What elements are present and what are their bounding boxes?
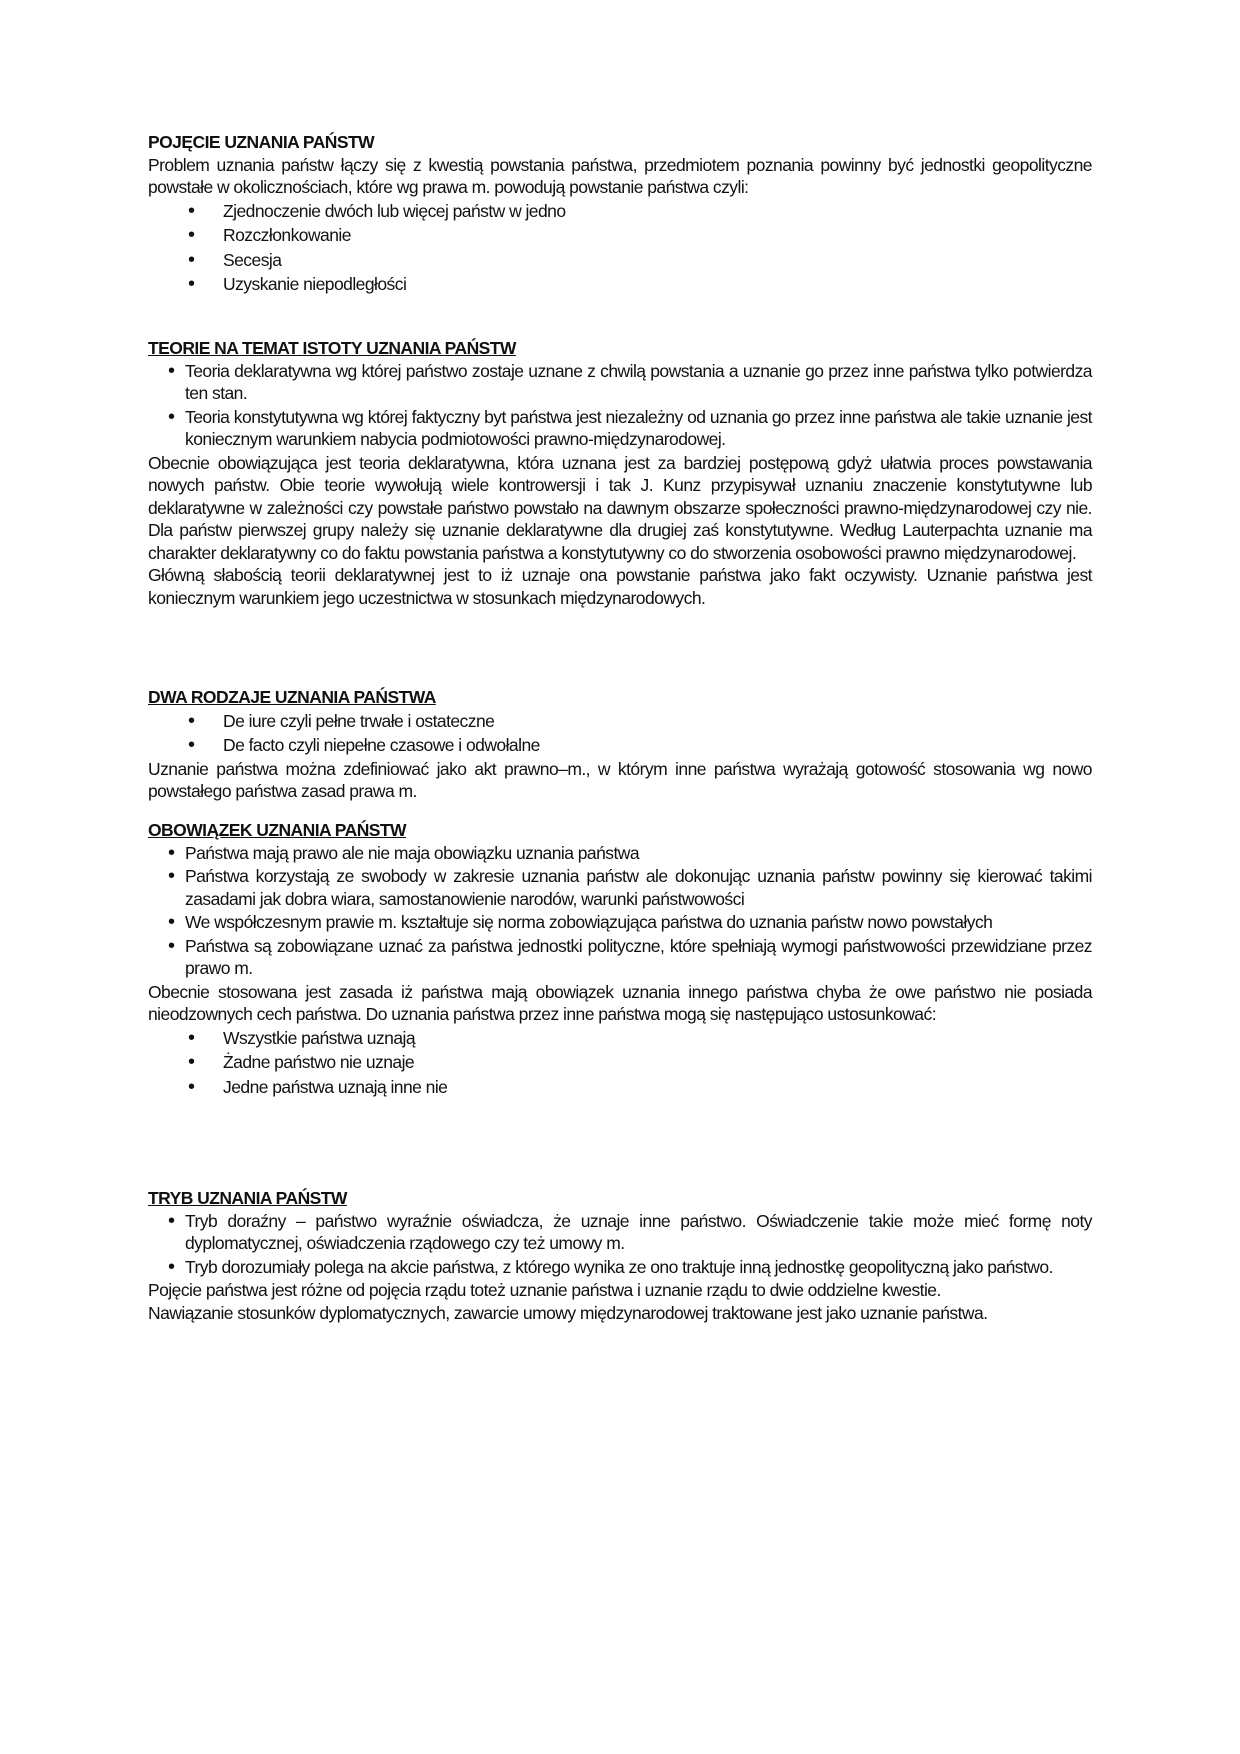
list-item: • We współczesnym prawie m. kształtuje się norma zobowiązująca państwa do uznania państw nowo powstałych: [148, 911, 1092, 934]
section-heading: TEORIE NA TEMAT ISTOTY UZNANIA PAŃSTW: [148, 338, 516, 358]
list-item: • Żadne państwo nie uznaje: [148, 1050, 1092, 1075]
bullet-list: [148, 199, 1092, 297]
section-pojecie: [148, 131, 1092, 297]
paragraph: Obecnie stosowana jest zasada iż państwa mają obowiązek uznania innego państwa chyba że owe państwo nie posiada nieodzownych cech państwa. Do uznania państwa przez inne państwa mogą się następująco ustosunkować:: [148, 981, 1092, 1024]
list-item: • Państwa są zobowiązane uznać za państwa jednostki polityczne, które spełniają wymogi państwowości przewidziane przez prawo m.: [148, 935, 1092, 980]
section-tryb: [148, 1187, 1092, 1324]
bullet-list: [148, 1210, 1092, 1279]
paragraph: Obecnie obowiązująca jest teoria deklaratywna, która uznana jest za bardziej postępową gdyż ułatwia proces powstawania nowych państw. Obie teorie wywołują wiele kontrowersji i tak J. Kunz przypisywał uznaniu znaczenie konstytutywne lub deklaratywne w zależności czy powstałe państwo powstało na dawnym obszarze społeczności prawno-międzynarodowej czy nie. Dla państw pierwszej grupy należy się uznanie deklaratywne dla drugiej zaś konstytutywne. Według Lauterpachta uznanie ma charakter deklaratywny co do faktu powstania państwa a konstytutywny co do stworzenia osobowości prawno międzynarodowej.: [148, 452, 1092, 563]
section-heading: POJĘCIE UZNANIA PAŃSTW: [148, 132, 375, 152]
list-item: • De facto czyli niepełne czasowe i odwołalne: [148, 733, 1092, 758]
section-heading: OBOWIĄZEK UZNANIA PAŃSTW: [148, 820, 407, 840]
section-heading: TRYB UZNANIA PAŃSTW: [148, 1188, 347, 1208]
paragraph: Pojęcie państwa jest różne od pojęcia rządu toteż uznanie państwa i uznanie rządu to dwie oddzielne kwestie.: [148, 1280, 941, 1300]
list-item: • Teoria deklaratywna wg której państwo zostaje uznane z chwilą powstania a uznanie go przez inne państwa tylko potwierdza ten stan.: [148, 360, 1092, 405]
list-item: • Secesja: [148, 248, 1092, 273]
paragraph: Nawiązanie stosunków dyplomatycznych, zawarcie umowy międzynarodowej traktowane jest jako uznanie państwa.: [148, 1302, 988, 1323]
section-teorie: [148, 337, 1092, 609]
paragraph: Problem uznania państw łączy się z kwestią powstania państwa, przedmiotem poznania powinny być jednostki geopolityczne powstałe w okolicznościach, które wg prawa m. powodują powstanie państwa czyli:: [148, 154, 1092, 197]
bullet-list: [148, 360, 1092, 451]
section-obowiazek: [148, 819, 1092, 1099]
list-item: • Tryb dorozumiały polega na akcie państwa, z którego wynika ze ono traktuje inną jednostkę geopolityczną jako państwo.: [148, 1256, 1092, 1279]
list-item: • Tryb doraźny – państwo wyraźnie oświadcza, że uznaje inne państwo. Oświadczenie takie może mieć formę noty dyplomatycznej, oświadczenia rządowego czy też umowy m.: [148, 1210, 1092, 1255]
section-rodzaje: [148, 686, 1092, 803]
list-item: • Zjednoczenie dwóch lub więcej państw w jedno: [148, 199, 1092, 224]
paragraph: Główną słabością teorii deklaratywnej jest to iż uznaje ona powstanie państwa jako fakt oczywisty. Uznanie państwa jest koniecznym warunkiem jego uczestnictwa w stosunkach międzynarodowych.: [148, 565, 1092, 608]
list-item: • Teoria konstytutywna wg której faktyczny byt państwa jest niezależny od uznania go przez inne państwa ale takie uznanie jest koniecznym warunkiem nabycia podmiotowości prawno-międzynarodowej.: [148, 406, 1092, 451]
list-item: • Jedne państwa uznają inne nie: [148, 1075, 1092, 1100]
list-item: • Rozczłonkowanie: [148, 223, 1092, 248]
bullet-list: [148, 842, 1092, 980]
list-item: • De iure czyli pełne trwałe i ostateczne: [148, 709, 1092, 734]
list-item: • Wszystkie państwa uznają: [148, 1026, 1092, 1051]
list-item: • Uzyskanie niepodległości: [148, 272, 1092, 297]
section-heading: DWA RODZAJE UZNANIA PAŃSTWA: [148, 687, 436, 707]
bullet-list: [148, 709, 1092, 758]
list-item: • Państwa mają prawo ale nie maja obowiązku uznania państwa: [148, 842, 1092, 865]
paragraph: Uznanie państwa można zdefiniować jako akt prawno–m., w którym inne państwa wyrażają gotowość stosowania wg nowo powstałego państwa zasad prawa m.: [148, 758, 1092, 801]
list-item: • Państwa korzystają ze swobody w zakresie uznania państw ale dokonując uznania państw powinny się kierować takimi zasadami jak dobra wiara, samostanowienie narodów, warunki państwowości: [148, 865, 1092, 910]
bullet-list: [148, 1026, 1092, 1100]
